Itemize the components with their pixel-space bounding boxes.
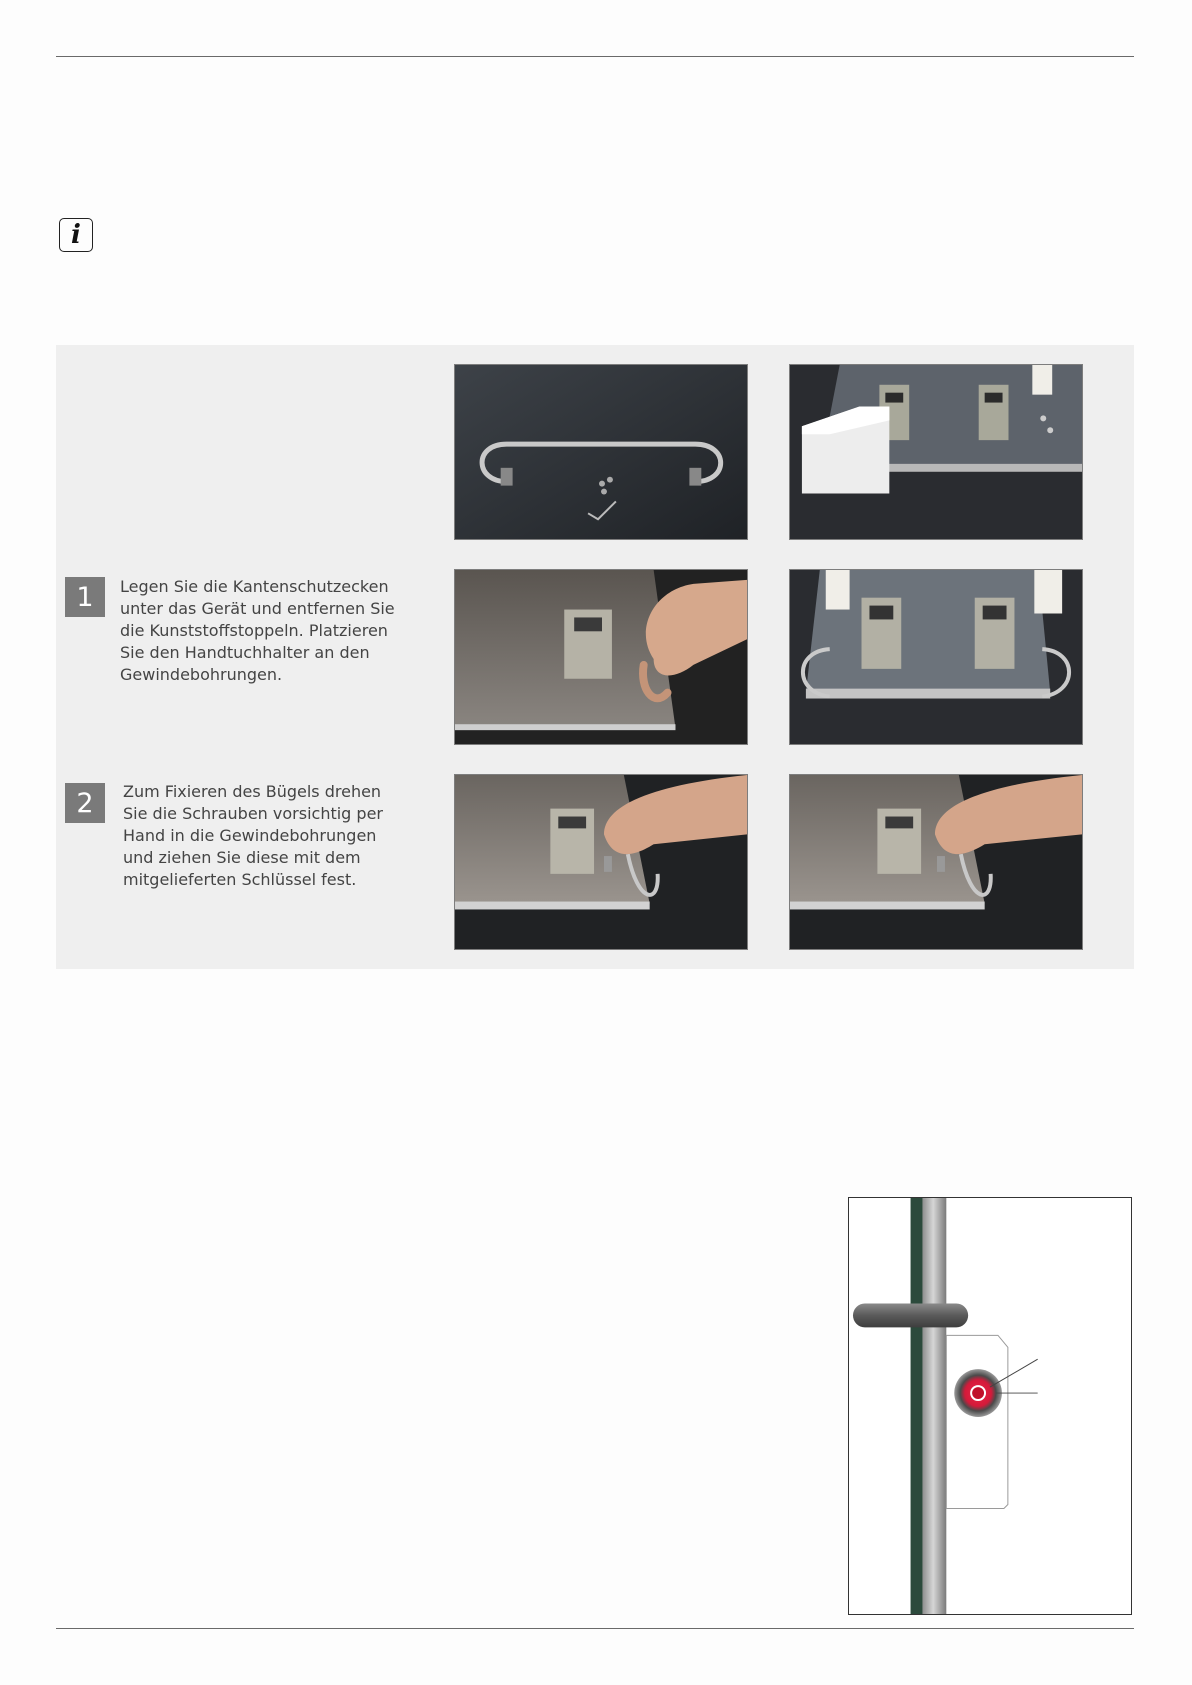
- tighten-screw-right-photo: [789, 774, 1083, 950]
- remove-plugs-photo: [454, 569, 748, 745]
- bottom-rule: [56, 1628, 1134, 1629]
- step-text-2: Zum Fixieren des Bügels drehen Sie die Schrauben vorsichtig per Hand in die Gewindebohrungen und ziehen Sie diese mit dem mitgelieferten Schlüssel fest.: [123, 782, 383, 889]
- wall-mount-detail-diagram: [848, 1197, 1132, 1615]
- towel-rail-parts-photo: [454, 364, 748, 540]
- top-rule: [56, 56, 1134, 57]
- edge-protector-brackets-photo: [789, 364, 1083, 540]
- step-text-1: Legen Sie die Kantenschutzecken unter das Gerät und entfernen Sie die Kunststoffstoppeln. Platzieren Sie den Handtuchhalter an den Gewindebohrungen.: [120, 577, 395, 684]
- step-number-2: 2: [65, 783, 105, 823]
- info-icon: i: [59, 218, 93, 252]
- step-number-1: 1: [65, 577, 105, 617]
- tighten-screw-left-photo: [454, 774, 748, 950]
- rail-positioned-photo: [789, 569, 1083, 745]
